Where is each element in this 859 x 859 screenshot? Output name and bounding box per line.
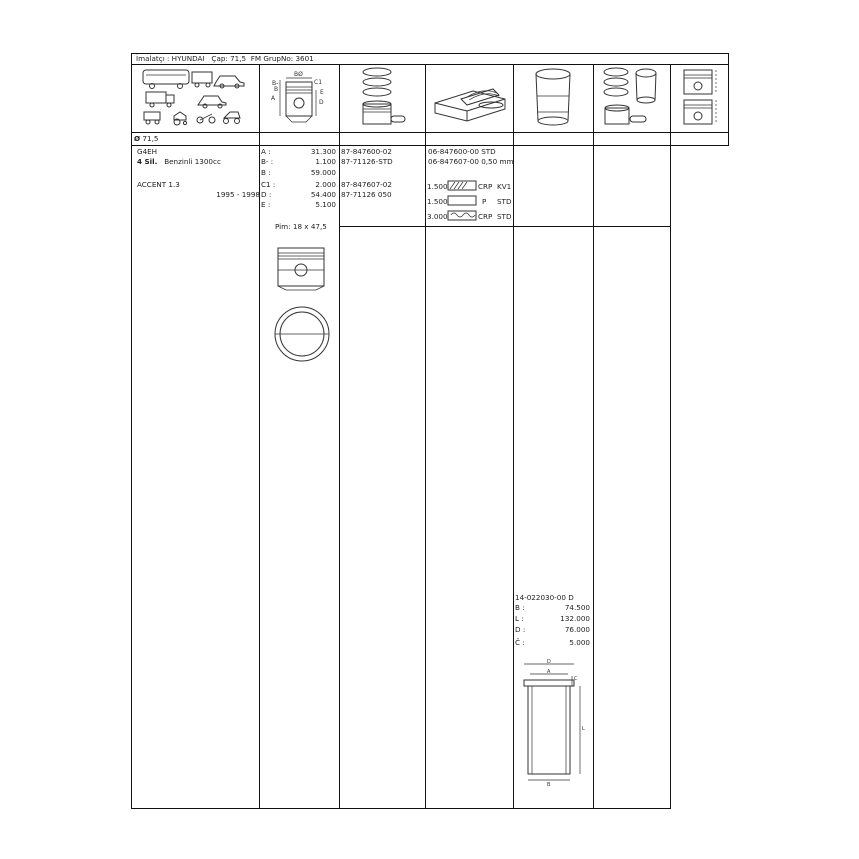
liner-dim-value-d: 76.000 xyxy=(564,625,590,634)
liner-label-l: L xyxy=(582,726,585,732)
diameter-value: 71,5 xyxy=(142,134,159,143)
label-e: E xyxy=(320,89,324,96)
header-line xyxy=(136,54,314,64)
piston-dim-label-b-minus: B- : xyxy=(261,157,274,166)
piston-dim-label-a: A : xyxy=(261,147,271,156)
diameter-icon: Ø xyxy=(134,134,141,143)
piston-top-view xyxy=(272,304,332,364)
oil-ring-profile-icon xyxy=(447,210,477,222)
piston-dim-label-e: E : xyxy=(261,200,271,209)
engine-cylinders-row xyxy=(137,157,221,167)
piston-side-view xyxy=(274,244,330,292)
label-c1: C1 xyxy=(314,79,323,86)
ring-row-2-thickness: 1.500 xyxy=(427,197,448,206)
liner-dim-value-l: 132.000 xyxy=(560,614,590,623)
engine-model: ACCENT 1.3 xyxy=(137,180,180,189)
liner-label-c: C xyxy=(574,676,578,682)
label-b-minus: B- xyxy=(272,80,279,87)
liner-dim-value-c: 5.000 xyxy=(569,638,590,647)
piston-dim-value-c1: 2.000 xyxy=(315,180,336,189)
label-bo: BØ xyxy=(294,71,303,78)
ring-set-icon xyxy=(433,85,508,125)
ring-row-3-type: CRP xyxy=(478,212,493,221)
ring-part-1: 06-847600-00 STD xyxy=(428,147,496,156)
ring-row-1-grade: KV1 xyxy=(497,182,512,191)
ring-profile-icon xyxy=(447,180,477,192)
ring-part-2: 06-847607-00 0,50 mm xyxy=(428,157,514,166)
group-label: FM GrupNo: 3601 xyxy=(250,54,314,63)
liner-label-d: D xyxy=(547,659,551,665)
liner-dim-label-l: L : xyxy=(515,614,524,623)
liner-dim-label-c: Ĉ : xyxy=(515,638,525,647)
ring-row-3-thickness: 3.000 xyxy=(427,212,448,221)
engine-code: G4EH xyxy=(137,147,158,156)
label-d: D xyxy=(319,99,324,106)
ring-row-1-thickness: 1.500 xyxy=(427,182,448,191)
piston-section-icon xyxy=(680,66,725,130)
vehicle-types-icon xyxy=(140,68,250,128)
liner-label-b: B xyxy=(547,782,551,788)
piston-dim-value-b: 59.000 xyxy=(310,168,336,177)
piston-dim-value-d: 54.400 xyxy=(310,190,336,199)
manufacturer-label: İmalatçı : HYUNDAI xyxy=(136,54,205,63)
liner-dim-label-d: D : xyxy=(515,625,526,634)
piston-dim-label-b: B : xyxy=(261,168,271,177)
liner-label-a: A xyxy=(547,669,551,675)
ring-row-3-grade: STD xyxy=(497,212,512,221)
ring-row-2-grade: STD xyxy=(497,197,512,206)
cylinder-liner-icon xyxy=(528,66,578,130)
piston-part-4: 87-71126 050 xyxy=(341,190,392,199)
ring-row-2-type: P xyxy=(482,197,487,206)
label-b: B xyxy=(274,86,279,93)
liner-dim-value-b: 74.500 xyxy=(564,603,590,612)
liner-part: 14-022030-00 D xyxy=(515,593,574,602)
engine-cylinders: 4 Sil. xyxy=(137,157,158,166)
diameter-row xyxy=(134,134,158,144)
bore-label: Çap: 71,5 xyxy=(211,54,247,63)
piston-dim-value-e: 5.100 xyxy=(315,200,336,209)
piston-part-3: 87-847607-02 xyxy=(341,180,392,189)
pin-text: Pim: 18 x 47,5 xyxy=(275,222,327,231)
ring-profile-icon xyxy=(447,195,477,207)
label-a: A xyxy=(271,95,276,102)
engine-fuel: Benzinli 1300cc xyxy=(164,157,221,166)
ring-row-1-type: CRP xyxy=(478,182,493,191)
piston-dimension-diagram xyxy=(268,70,338,130)
engine-years: 1995 - 1998 xyxy=(216,190,260,199)
piston-dim-value-b-minus: 1.100 xyxy=(315,157,336,166)
piston-dim-label-d: D : xyxy=(261,190,272,199)
liner-dim-label-b: B : xyxy=(515,603,525,612)
piston-part-2: 87-71126-STD xyxy=(341,157,393,166)
piston-kit-icon xyxy=(598,66,666,130)
piston-rings-icon xyxy=(355,66,410,130)
piston-dim-value-a: 31.300 xyxy=(310,147,336,156)
liner-dimension-diagram xyxy=(512,658,592,788)
piston-part-1: 87-847600-02 xyxy=(341,147,392,156)
piston-dim-label-c1: C1 : xyxy=(261,180,276,189)
